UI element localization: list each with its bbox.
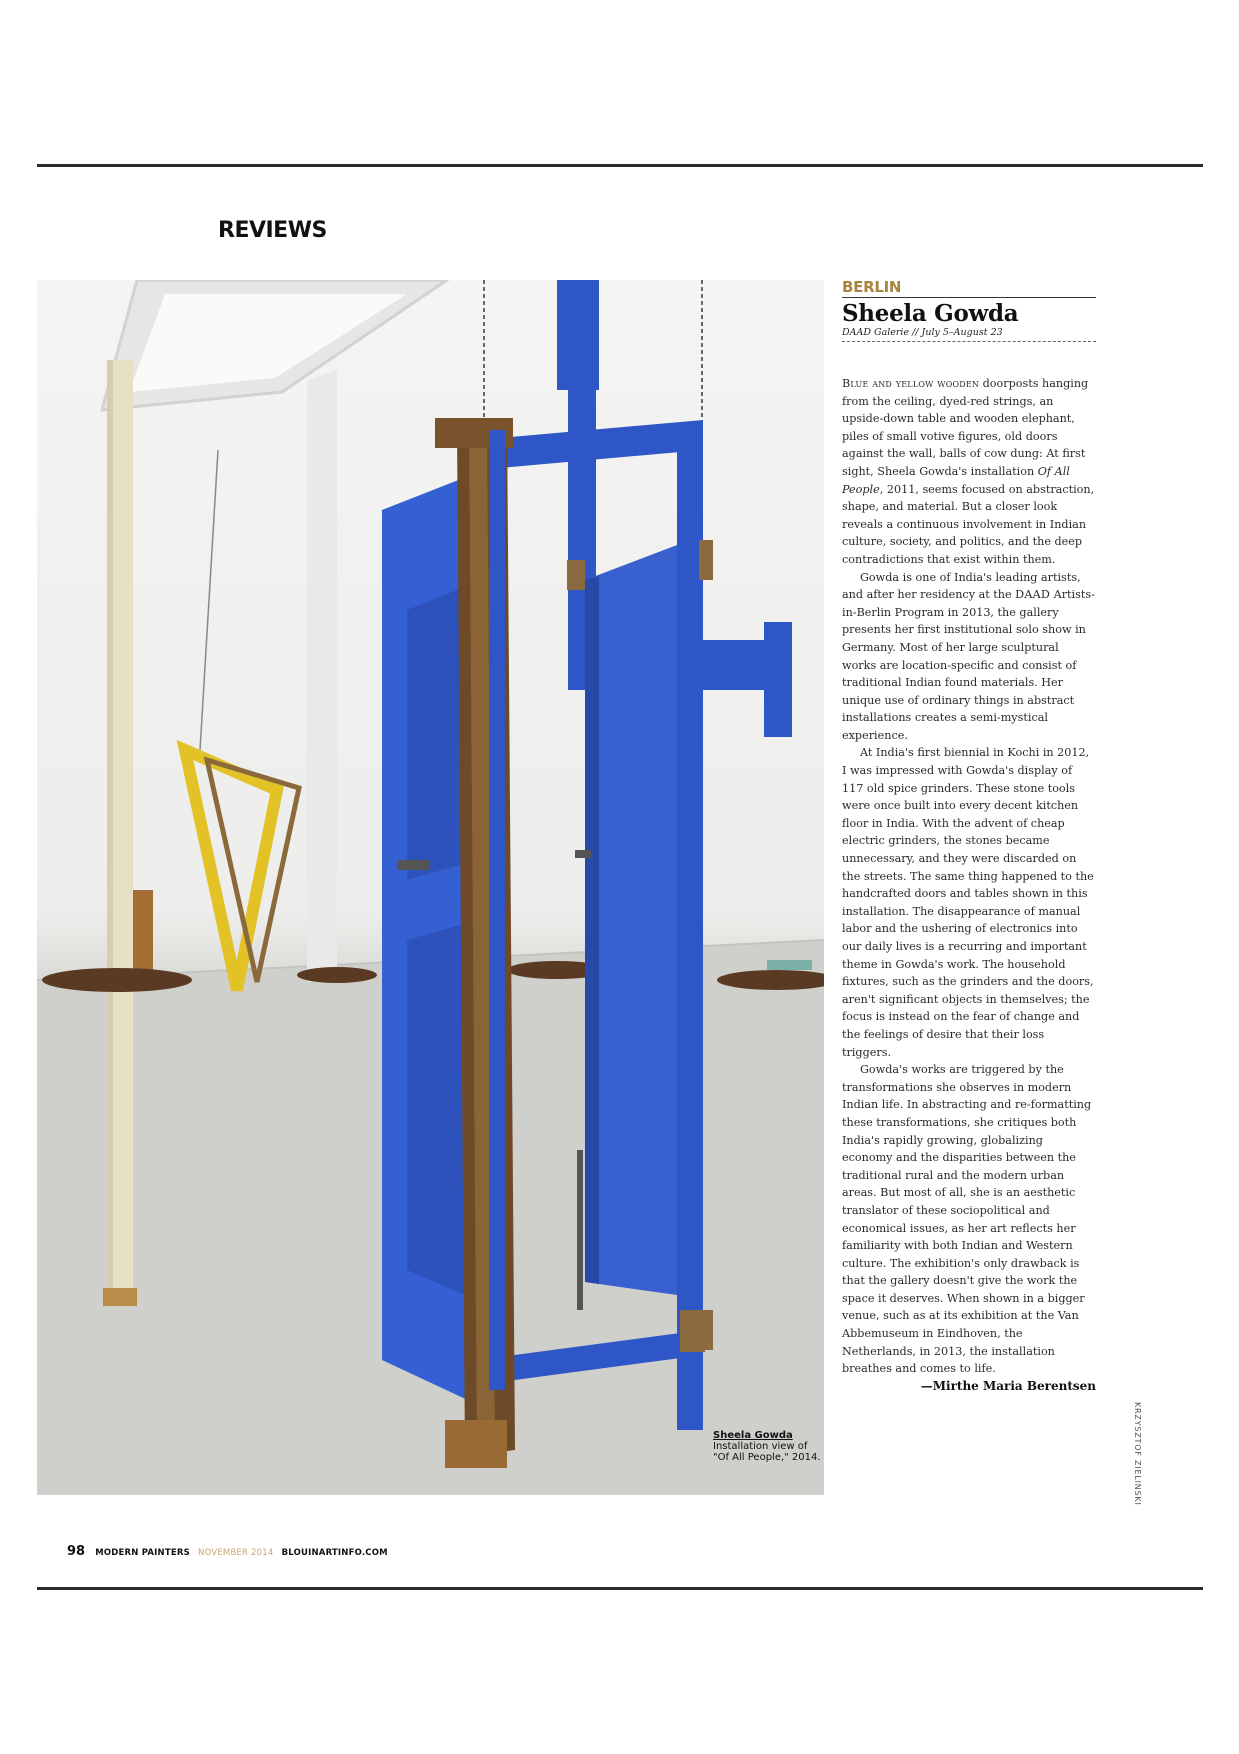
paragraph-2-start: Gowda is one of India's leading artists, and after her residency at the: [842, 570, 1081, 602]
section-title: REVIEWS: [218, 218, 327, 243]
issue-date: NOVEMBER 2014: [198, 1548, 274, 1558]
paragraph-1-text: doorposts hanging from the ceiling, dyed-red strings, an upside-down table and wooden elephant, piles of small votive figures, old doors against the wall, balls of cow dung: At first sight, Sheela Gowda's installation: [842, 377, 1089, 478]
paragraph-3: At India's first biennial in Kochi in 2012, I was impressed with Gowda's display of 117 old spice grinders. These stone tools were once built into every decent kitchen floor in India. With the advent of cheap electric grinders, the stones became unnecessary, and they were discarded on the streets. The same thing happened to the handcrafted doors and tables shown in this installation. The disappearance of manual labor and the ushering of electronics into our daily lives is a recurring and important theme in Gowda's work. The household fixtures, such as the grinders and the doors, aren't significant objects in themselves; the focus is instead on the fear of change and the feelings of desire that their loss triggers.: [842, 746, 1094, 1059]
caption-title: Sheela Gowda: [713, 1430, 793, 1441]
daad-caps: DAAD: [1015, 588, 1051, 602]
article-headline: Sheela Gowda: [842, 300, 1019, 327]
page-number: 98: [67, 1544, 86, 1559]
installation-photo: [37, 280, 824, 1495]
review-article: [842, 278, 1096, 1393]
artwork-title: Of All People: [842, 464, 1070, 496]
photo-credit: KRZYSZTOF ZIELINSKI: [1133, 1402, 1142, 1506]
website-link[interactable]: BLOUINARTINFO.COM: [281, 1548, 388, 1558]
paragraph-2-end: Artists-in-Berlin Program in 2013, the gallery presents her first institutional solo show in Germany. Most of her large sculptural works are location-specific and consist of traditional Indian found materials. Her unique use of ordinary things in abstract installations creates a semi-mystical experience.: [842, 588, 1095, 742]
paragraph-4: Gowda's works are triggered by the transformations she observes in modern Indian life. In abstracting and re-formatting these transformations, she critiques both India's rapidly growing, globalizing economy and the disparities between the traditional rural and the modern urban areas. But most of all, she is an aesthetic translator of these sociopolitical and economical issues, as her art reflects her familiarity with both Indian and Western culture. The exhibition's only drawback is that the gallery doesn't give the work the space it deserves. When shown in a bigger venue, such as at its exhibition at the Van Abbemuseum in Eindhoven, the Netherlands, in 2013, the installation breathes and comes to life.: [842, 1063, 1092, 1376]
photo-caption: [713, 1430, 823, 1463]
page-footer: [67, 1540, 388, 1559]
author-byline: —Mirthe Maria Berentsen: [920, 1378, 1096, 1393]
lead-caps: Blue and yellow wooden: [842, 377, 980, 390]
caption-text: Installation view of "Of All People," 2014.: [713, 1441, 821, 1463]
bottom-rule: [37, 1587, 1203, 1590]
magazine-name: MODERN PAINTERS: [95, 1548, 190, 1558]
installation-illustration: [37, 280, 824, 1495]
paragraph-2: [842, 569, 1096, 745]
article-body: [842, 375, 1096, 1378]
top-rule: [37, 164, 1203, 167]
paragraph-1-end: , 2011, seems focused on abstraction, shape, and material. But a closer look reveals a continuous involvement in Indian culture, society, and politics, and the deep contradictions that exist within them.: [842, 482, 1095, 566]
paragraph-1: [842, 375, 1096, 569]
venue-dates: DAAD Galerie // July 5–August 23: [842, 327, 1096, 342]
city-label: BERLIN: [842, 278, 1096, 298]
